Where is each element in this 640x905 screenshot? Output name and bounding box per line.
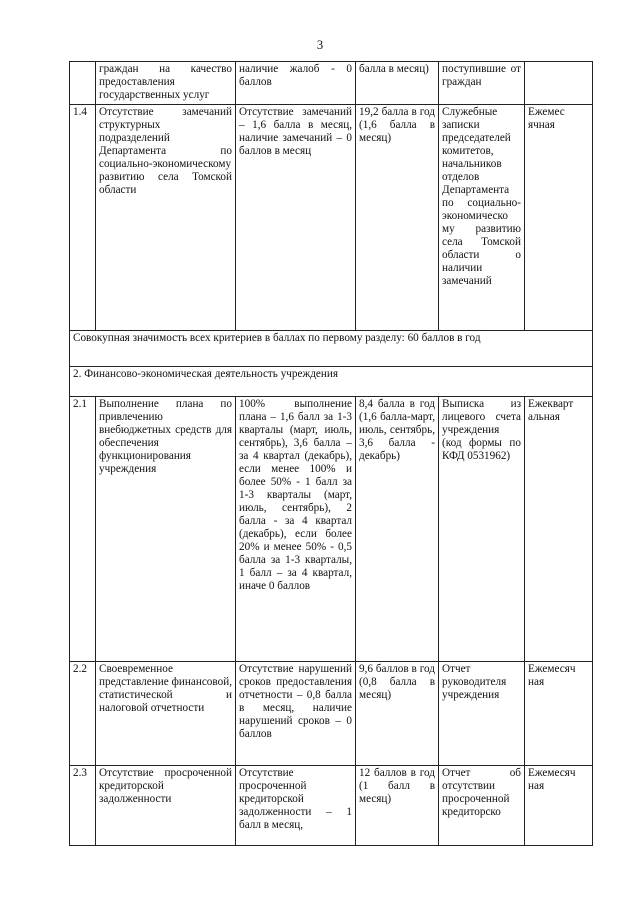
page-number: 3 (316, 38, 324, 52)
score-cell: балла в месяц) (356, 62, 439, 105)
table-row (70, 766, 593, 846)
source-cell: Выписка из лицевого счета учреждения (код формы по КФД 0531962) (439, 397, 525, 662)
summary-row (70, 331, 593, 367)
criteria-table (69, 61, 593, 846)
table-row (70, 105, 593, 331)
period-cell: Ежемесяч ная (525, 662, 593, 766)
row-number: 2.2 (70, 662, 96, 766)
criterion-cell: Отсутствие замечаний структурных подразделений Департамента по социально-экономическому развитию села Томской области (96, 105, 236, 331)
indicator-cell: Отсутствие замечаний – 1,6 балла в месяц, наличие замечаний – 0 баллов в месяц (236, 105, 356, 331)
table-row (70, 397, 593, 662)
period-cell (525, 62, 593, 105)
criterion-cell: Своевременное представление финансовой, статистической и налоговой отчетности (96, 662, 236, 766)
source-cell: Отчет руководителя учреждения (439, 662, 525, 766)
score-cell: 9,6 баллов в год (0,8 балла в месяц) (356, 662, 439, 766)
indicator-cell: Отсутствие нарушений сроков предоставления отчетности – 0,8 балла в месяц, наличие нарушений сроков – 0 баллов (236, 662, 356, 766)
indicator-cell: Отсутствие просроченной кредиторской задолженности – 1 балл в месяц, (236, 766, 356, 846)
indicator-cell: 100% выполнение плана – 1,6 балл за 1-3 кварталы (март, июль, сентябрь), 3,6 балла – за 4 квартал (декабрь), если менее 100% и более 50% - 1 балл за 1-3 кварталы (март, июль, сентябрь), 2 балла - за 4 квартал (декабрь), если более 20% и менее 50% - 0,5 балла за 1-3 кварталы, 1 балл – за 4 квартал, иначе 0 баллов (236, 397, 356, 662)
section-row (70, 367, 593, 397)
table-row (70, 662, 593, 766)
row-number: 2.1 (70, 397, 96, 662)
source-cell: Отчет об отсутствии просроченной кредиторско (439, 766, 525, 846)
summary-text: Совокупная значимость всех критериев в баллах по первому разделу: 60 баллов в год (70, 331, 593, 367)
period-cell: Ежекварт альная (525, 397, 593, 662)
criterion-cell: Выполнение плана по привлечению внебюджетных средств для обеспечения функционирования учреждения (96, 397, 236, 662)
score-cell: 19,2 балла в год (1,6 балла в месяц) (356, 105, 439, 331)
table-row (70, 62, 593, 105)
period-cell: Ежемесяч ная (525, 766, 593, 846)
score-cell: 12 баллов в год (1 балл в месяц) (356, 766, 439, 846)
criterion-cell: граждан на качество предоставления государственных услуг (96, 62, 236, 105)
indicator-cell: наличие жалоб - 0 баллов (236, 62, 356, 105)
row-number: 2.3 (70, 766, 96, 846)
section-title: 2. Финансово-экономическая деятельность учреждения (70, 367, 593, 397)
source-cell: поступившие от граждан (439, 62, 525, 105)
row-number: 1.4 (70, 105, 96, 331)
source-cell: Служебные записки председателей комитетов, начальников отделов Департамента по социально-экономическо му развитию села Томской области о наличии замечаний (439, 105, 525, 331)
period-cell: Ежемес ячная (525, 105, 593, 331)
criterion-cell: Отсутствие просроченной кредиторской задолженности (96, 766, 236, 846)
score-cell: 8,4 балла в год (1,6 балла-март, июль, сентябрь, 3,6 балла - декабрь) (356, 397, 439, 662)
row-number (70, 62, 96, 105)
